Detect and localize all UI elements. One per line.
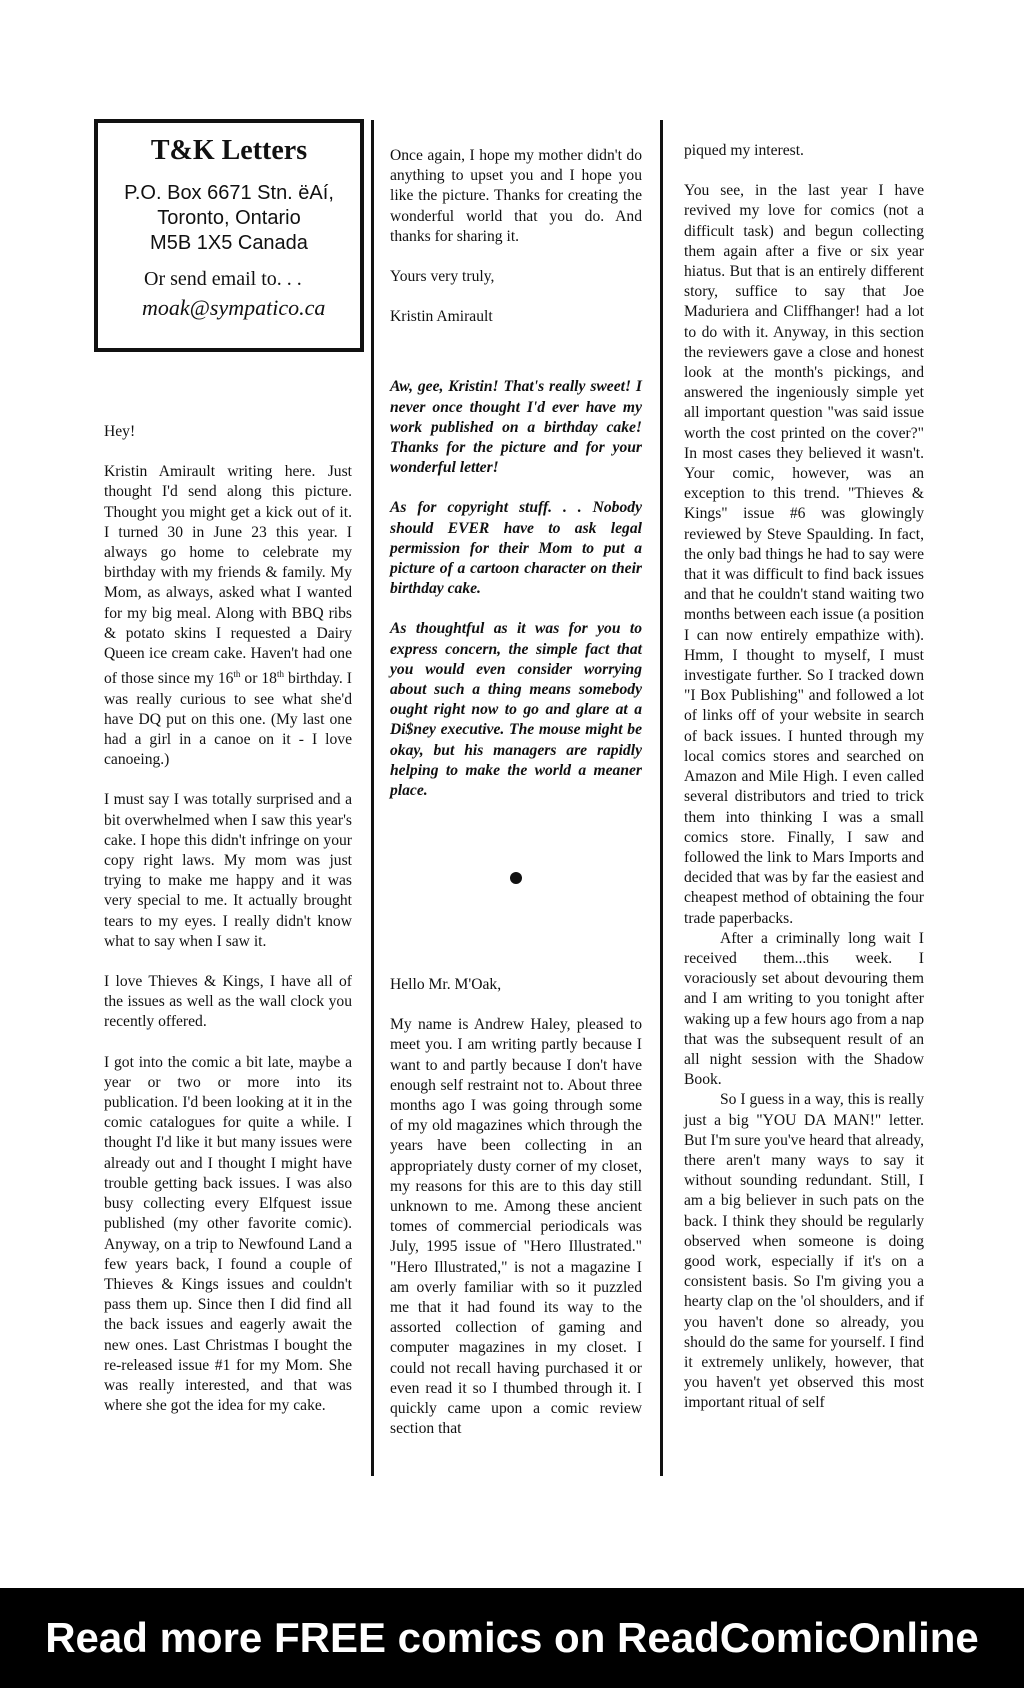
letter1-greeting: Hey! — [104, 423, 136, 440]
promo-banner-text: Read more FREE comics on ReadComicOnline — [45, 1614, 979, 1661]
column-divider-right — [660, 120, 663, 1476]
letter1-signature: Kristin Amirault — [390, 308, 493, 326]
reply1-paragraph-3: As thoughtful as it was for you to express concern, the simple fact that you would even consider worrying about such a thing means somebody ought right now to go and glare at a Di$ney executive. The mouse might be okay, but his managers are rapidly helping to make the world a meaner place. — [390, 620, 642, 800]
column-1 — [104, 422, 352, 1436]
email-prompt: Or send email to. . . — [144, 268, 302, 290]
column-2 — [390, 146, 642, 821]
mailing-address — [98, 181, 360, 256]
letter2-paragraph-3: After a criminally long wait I received them...this week. I voraciously set about devouring them and I am writing to you tonight after waking up a few hours ago from a nap that was the subsequent result of an all night session with the Shadow Book. — [684, 929, 924, 1089]
letters-title: T&K Letters — [150, 135, 308, 166]
email-address: moak@sympatico.ca — [142, 295, 326, 320]
address-line-3: M5B 1X5 Canada — [150, 232, 308, 254]
letter2-paragraph-4: So I guess in a way, this is really just a big "YOU DA MAN!" letter. But I'm sure you've heard that already, there aren't many ways to say it without sounding redundant. Still, I am a big believer in such pats on the back. I think they should be regularly observed when someone is doing good work, especially if it's on a consistent basis. So I'm giving you a hearty clap on the 'ol shoulders, and if you haven't done so already, you should do the same for yourself. I find it extremely unlikely, however, that you haven't yet observed this most important ritual of self — [684, 1091, 924, 1412]
letter2-greeting: Hello Mr. M'Oak, — [390, 976, 502, 993]
reply1-paragraph-1: Aw, gee, Kristin! That's really sweet! I never once thought I'd ever have my work published on a birthday cake! Thanks for the picture and for your wonderful letter! — [390, 378, 642, 477]
letter1-paragraph-5: Once again, I hope my mother didn't do anything to upset you and I hope you like the picture. Thanks for creating the wonderful world that you do. And thanks for sharing it. — [390, 147, 642, 245]
address-line-1: P.O. Box 6671 Stn. ëAí, — [124, 182, 334, 204]
column-2-lower — [390, 975, 642, 1439]
letter2-paragraph-1: My name is Andrew Haley, pleased to meet you. I am writing partly because I want to and partly because I don't have enough self restraint not to. About three months ago I was going through some of my old magazines which through the years have been collecting in an appropriately dusty corner of my closet, my reasons for this are to this day still unknown to me. Among these ancient tomes of commercial periodicals was July, 1995 issue of "Hero Illustrated." "Hero Illustrated," is not a magazine I am overly familiar with so it puzzled me that it had found its way to the assorted collection of gaming and computer magazines in my closet. I could not recall having purchased it or even read it so I thumbed through it. I quickly came upon a comic review section that — [390, 1016, 642, 1438]
letter1-paragraph-3: I love Thieves & Kings, I have all of the issues as well as the wall clock you recently offered. — [104, 973, 352, 1031]
address-line-2: Toronto, Ontario — [157, 207, 301, 229]
letter1-paragraph-1: Kristin Amirault writing here. Just thought I'd send along this picture. Thought you might get a kick out of it. I turned 30 in June 23 this year. I always go home to celebrate my birthday with my friends & family. My Mom, as always, asked what I wanted for my big meal. Along with BBQ ribs & potato skins I requested a Dairy Queen ice cream cake. Haven't had one of those since my 16th or 18th birthday. I was really curious to see what she'd have DQ put on this one. (My last one had a girl in a canoe on it - I love canoeing.) — [104, 463, 352, 769]
reply1-paragraph-2: As for copyright stuff. . . Nobody should EVER have to ask legal permission for their Mom to put a picture of a cartoon character on their birthday cake. — [390, 499, 642, 598]
letter2-paragraph-2: You see, in the last year I have revived my love for comics (not a difficult task) and begun collecting them again after a five or six year hiatus. But that is an entirely different story, suffice to say that Joe Maduriera and Cliffhanger! had a lot to do with it. Anyway, in this section the reviewers gave a close and honest look at the month's pickings, and answered the ingeniously simple yet all important question "was said issue worth the cost printed on the cover?" In most cases they believed it wasn't. Your comic, however, was an exception to this trend. "Thieves & Kings" issue #6 was glowingly reviewed by Steve Spaulding. In fact, the only bad things he had to say were that it was difficult to find back issues and that he couldn't stand waiting two months between each issue (a position I can now entirely empathize with). Hmm, I thought to myself, I must investigate further. So I tracked down "I Box Publishing" and followed a lot of links off of your website in search of back issues. I hunted through my local comics stores and searched on Amazon and Mile High. I even called several distributors and tried to trick them into thinking I was a small comics store. Finally, I saw and followed the link to Mars Imports and decided that was by far the easiest and cheapest method of obtaining the four trade paperbacks. — [684, 182, 924, 927]
promo-banner[interactable] — [0, 1588, 1024, 1688]
letter2-paragraph-1-continued: piqued my interest. — [684, 142, 804, 159]
column-3 — [684, 141, 924, 1414]
letter1-paragraph-4: I got into the comic a bit late, maybe a year or two or more into its publication. I'd been looking at it in the comic catalogues for quite a while. I thought I'd like it but many issues were already out and I thought I might have trouble getting back issues. I was also busy collecting every Elfquest issue published (my other favorite comic). Anyway, on a trip to Newfound Land a few years back, I found a couple of Thieves & Kings issues and couldn't pass them up. Since then I did find all the back issues and eagerly await the new ones. Last Christmas I bought the re-released issue #1 for my Mom. She was really interested, and that was where she got the idea for my cake. — [104, 1053, 352, 1415]
letter1-closing: Yours very truly, — [390, 268, 495, 286]
section-separator-dot — [510, 872, 522, 884]
letter1-paragraph-2: I must say I was totally surprised and a bit overwhelmed when I saw this year's cake. I hope this didn't infringe on your copy right laws. My mom was just trying to make me happy and it was very special to me. It actually brought tears to my eyes. I really didn't know what to say when I saw it. — [104, 791, 352, 950]
address-box — [94, 119, 364, 352]
column-divider-left — [371, 120, 374, 1476]
